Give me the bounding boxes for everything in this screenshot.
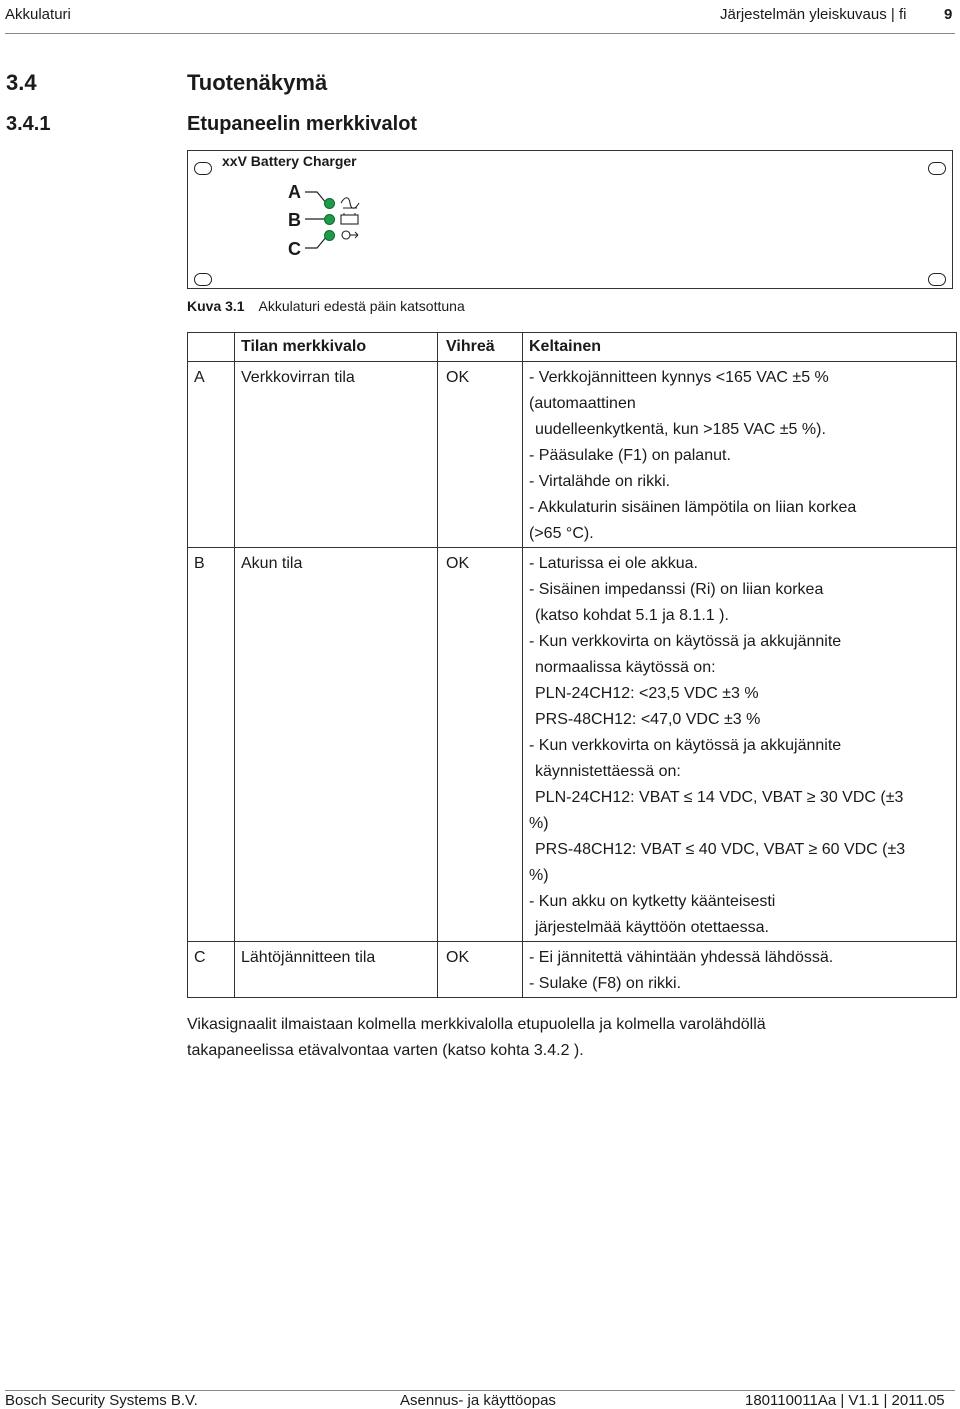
yellow-line: (automaattinen: [529, 395, 636, 412]
led-label-c: C: [288, 239, 301, 259]
yellow-line: - Kun akku on kytketty käänteisesti: [529, 893, 776, 910]
led-b: [324, 214, 335, 225]
section-title: Tuotenäkymä: [187, 70, 328, 95]
ac-mains-icon: [340, 196, 360, 210]
battery-icon: [340, 212, 360, 226]
subsection-title: Etupaneelin merkkivalot: [187, 113, 418, 135]
table-row: [188, 548, 957, 942]
row-id: C: [188, 942, 235, 998]
figure-caption: [187, 298, 465, 314]
footer-company: Bosch Security Systems B.V.: [5, 1392, 198, 1409]
yellow-line: PRS-48CH12: <47,0 VDC ±3 %: [535, 711, 761, 728]
row-green: OK: [438, 362, 523, 548]
table-header-id: [188, 333, 235, 362]
mounting-hole-top-left: [194, 162, 212, 175]
yellow-line: PLN-24CH12: <23,5 VDC ±3 %: [535, 685, 759, 702]
yellow-line: uudelleenkytkentä, kun >185 VAC ±5 %).: [535, 421, 826, 438]
footer-doc-version: 180110011Aa | V1.1 | 2011.05: [745, 1392, 945, 1409]
yellow-line: normaalissa käytössä on:: [535, 659, 716, 676]
yellow-line: (katso kohdat 5.1 ja 8.1.1 ).: [535, 607, 729, 624]
row-green: OK: [438, 548, 523, 942]
yellow-line: (>65 °C).: [529, 525, 594, 542]
section-number: 3.4: [6, 70, 37, 95]
figure-label: Kuva 3.1: [187, 298, 245, 314]
yellow-line: - Sulake (F8) on rikki.: [529, 975, 682, 992]
yellow-line: - Sisäinen impedanssi (Ri) on liian korkea: [529, 581, 824, 598]
led-status-table: [187, 332, 957, 998]
table-header-yellow: Keltainen: [523, 333, 957, 362]
subsection-number: 3.4.1: [6, 113, 51, 135]
yellow-line: %): [529, 867, 549, 884]
row-indicator: Akun tila: [235, 548, 438, 942]
footer-rule: [5, 1390, 955, 1391]
yellow-line: - Pääsulake (F1) on palanut.: [529, 447, 731, 464]
yellow-line: - Verkkojännitteen kynnys <165 VAC ±5 %: [529, 369, 829, 386]
body-line: Vikasignaalit ilmaistaan kolmella merkkivalolla etupuolella ja kolmella varolähdöllä: [187, 1016, 766, 1033]
figure-caption-text: Akkulaturi edestä päin katsottuna: [258, 298, 465, 314]
yellow-line: - Laturissa ei ole akkua.: [529, 555, 698, 572]
row-green: OK: [438, 942, 523, 998]
footer-doc-type: Asennus- ja käyttöopas: [400, 1392, 556, 1409]
header-chapter: Järjestelmän yleiskuvaus | fi: [720, 6, 907, 23]
row-indicator: Verkkovirran tila: [235, 362, 438, 548]
row-indicator: Lähtöjännitteen tila: [235, 942, 438, 998]
yellow-line: - Akkulaturin sisäinen lämpötila on liian korkea: [529, 499, 857, 516]
body-line: takapaneelissa etävalvontaa varten (katso kohta 3.4.2 ).: [187, 1042, 584, 1059]
front-panel-figure: [187, 150, 953, 289]
led-c: [324, 230, 335, 241]
yellow-line: - Ei jännitettä vähintään yhdessä lähdössä.: [529, 949, 834, 966]
yellow-line: - Virtalähde on rikki.: [529, 473, 671, 490]
body-paragraph: [187, 1012, 766, 1064]
led-label-a: A: [288, 182, 301, 202]
panel-label: xxV Battery Charger: [222, 153, 357, 169]
table-row: [188, 362, 957, 548]
yellow-line: %): [529, 815, 549, 832]
mounting-hole-bottom-left: [194, 273, 212, 286]
row-yellow: [523, 548, 957, 942]
table-row: [188, 942, 957, 998]
table-header-green: Vihreä: [438, 333, 523, 362]
header-rule: [5, 33, 955, 34]
row-id: A: [188, 362, 235, 548]
yellow-line: PLN-24CH12: VBAT ≤ 14 VDC, VBAT ≥ 30 VDC (±3: [535, 789, 904, 806]
mounting-hole-top-right: [928, 162, 946, 175]
yellow-line: - Kun verkkovirta on käytössä ja akkujännite: [529, 737, 842, 754]
row-yellow: [523, 942, 957, 998]
header-page-number: 9: [944, 6, 953, 23]
led-label-b: B: [288, 210, 301, 230]
output-plug-icon: [340, 228, 360, 242]
led-a: [324, 198, 335, 209]
table-header-row: [188, 333, 957, 362]
yellow-line: PRS-48CH12: VBAT ≤ 40 VDC, VBAT ≥ 60 VDC (±3: [535, 841, 906, 858]
table-header-indicator: Tilan merkkivalo: [235, 333, 438, 362]
yellow-line: järjestelmää käyttöön otettaessa.: [535, 919, 769, 936]
yellow-line: käynnistettäessä on:: [535, 763, 681, 780]
yellow-line: - Kun verkkovirta on käytössä ja akkujännite: [529, 633, 842, 650]
mounting-hole-bottom-right: [928, 273, 946, 286]
header-doc-title: Akkulaturi: [5, 6, 71, 23]
row-id: B: [188, 548, 235, 942]
row-yellow: [523, 362, 957, 548]
